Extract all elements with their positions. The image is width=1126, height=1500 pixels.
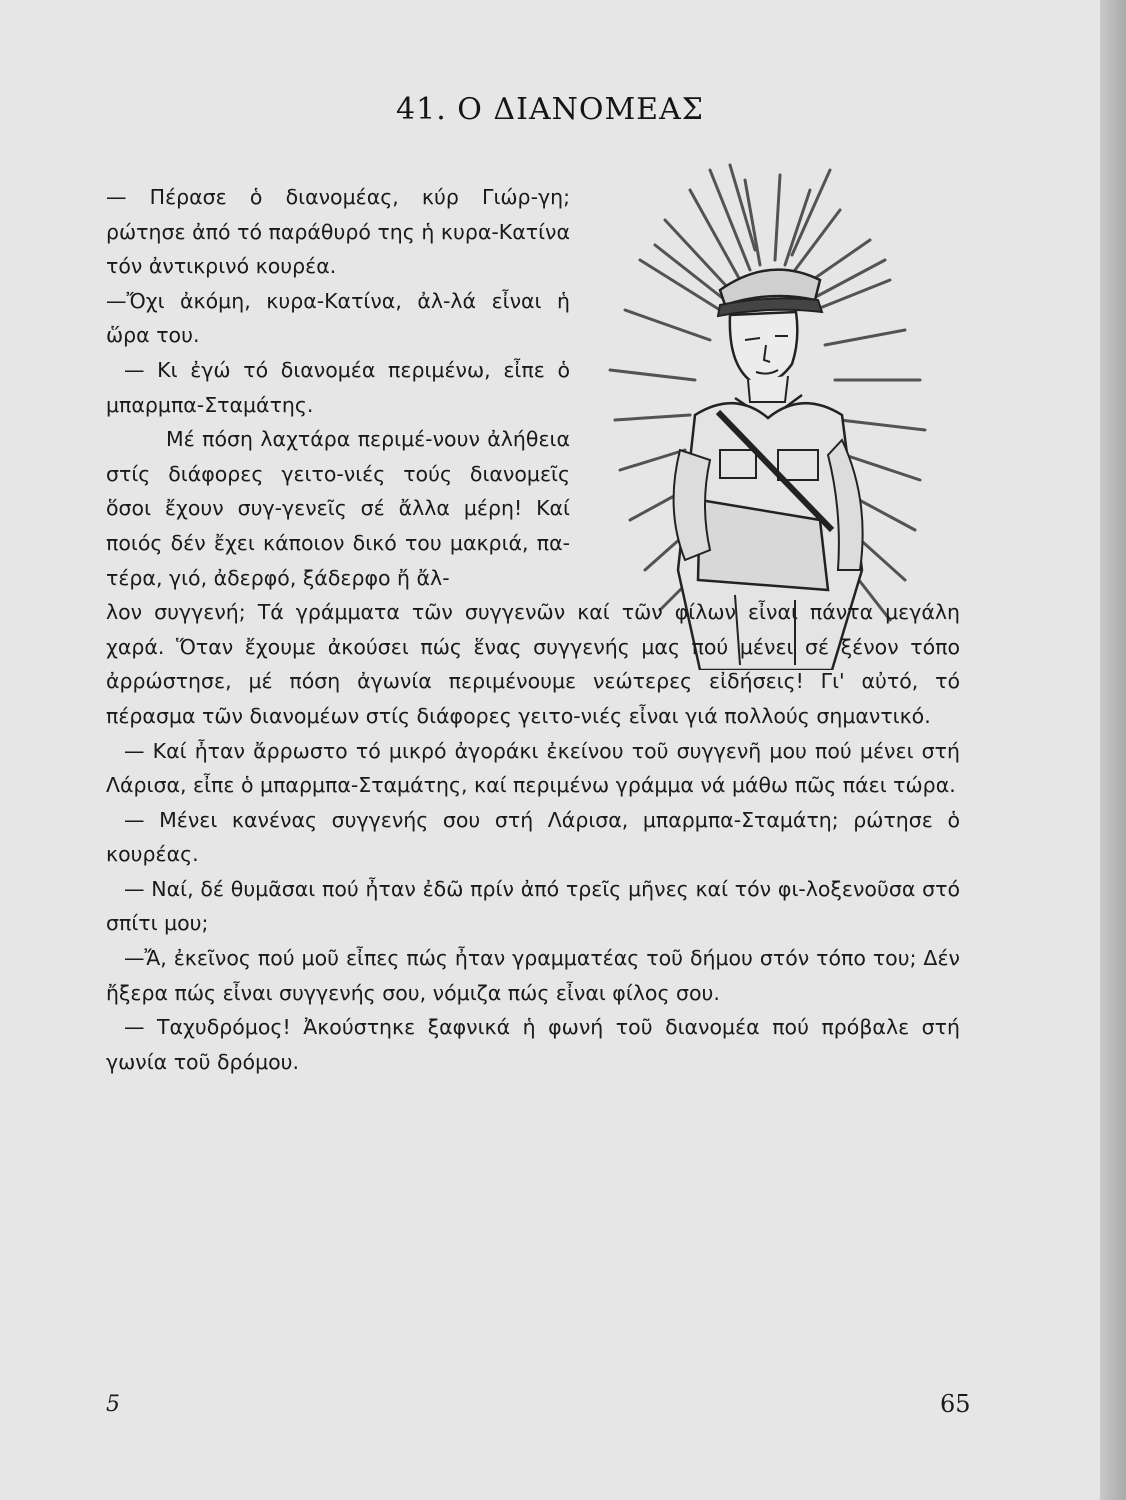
text-column-wide xyxy=(106,595,960,1079)
page-number: 65 xyxy=(940,1390,971,1418)
paragraph: — Μένει κανένας συγγενής σου στή Λάρισα, μπαρμπα-Σταμάτη; ρώτησε ὁ κουρέας. xyxy=(106,807,960,867)
paragraph: — Ταχυδρόμος! Ἀκούστηκε ξαφνικά ἡ φωνή τοῦ διανομέα πού πρόβαλε στή γωνία τοῦ δρόμου. xyxy=(106,1015,960,1074)
story-text xyxy=(106,180,960,1079)
book-spine-edge xyxy=(1100,0,1126,1500)
paragraph: Μέ πόση λαχτάρα περιμέ-νουν ἀλήθεια στίς διάφορες γειτο-νιές τούς διανομεῖς ὅσοι ἔχουν συγ-γενεῖς σέ ἄλλα μέρη! Καί ποιός δέν ἔχει κάποιον δικό του μακριά, πα-τέρα, γιό, ἀδερφό, ξάδερφο ἤ ἄλ- xyxy=(106,427,570,590)
chapter-title: 41. Ο ΔΙΑΝΟΜΕΑΣ xyxy=(396,92,704,127)
paragraph: λον συγγενή; Τά γράμματα τῶν συγγενῶν καί τῶν φίλων εἶναι πάντα μεγάλη χαρά. Ὅταν ἔχουμε ἀκούσει πώς ἕνας συγγενής μας πού μένει σέ ξένον τόπο ἀρρώστησε, μέ πόση ἀγωνία περιμένουμε νεώτερες εἰδήσεις! Γι' αὐτό, τό πέρασμα τῶν διανομέων στίς διάφορες γειτο-νιές εἶναι γιά πολλούς σημαντικό. xyxy=(106,600,960,728)
paragraph: — Ναί, δέ θυμᾶσαι πού ἦταν ἐδῶ πρίν ἀπό τρεῖς μῆνες καί τόν φι-λοξενοῦσα στό σπίτι μου; xyxy=(106,876,960,936)
paragraph: — Πέρασε ὁ διανομέας, κύρ Γιώρ-γη; ρώτησε ἀπό τό παράθυρό της ἡ κυρα-Κατίνα τόν ἀντικρινό κουρέα. xyxy=(106,185,570,279)
paragraph: — Καί ἦταν ἄρρωστο τό μικρό ἀγοράκι ἐκείνου τοῦ συγγενῆ μου πού μένει στή Λάρισα, εἶπε ὁ μπαρμπα-Σταμάτης, καί περιμένω γράμμα νά μάθω πῶς πάει τώρα. xyxy=(106,738,960,798)
signature-mark: 5 xyxy=(106,1392,120,1417)
paragraph: —Ὄχι ἀκόμη, κυρα-Κατίνα, ἀλ-λά εἶναι ἡ ὥρα του. xyxy=(106,288,570,348)
paragraph: —Ἄ, ἐκεῖνος πού μοῦ εἶπες πώς ἦταν γραμματέας τοῦ δήμου στόν τόπο του; Δέν ἤξερα πώς εἶναι συγγενής σου, νόμιζα πώς εἶναι φίλος σου. xyxy=(106,946,960,1005)
paragraph: — Κι ἐγώ τό διανομέα περιμένω, εἶπε ὁ μπαρμπα-Σταμάτης. xyxy=(106,357,570,417)
text-column-narrow xyxy=(106,180,570,595)
